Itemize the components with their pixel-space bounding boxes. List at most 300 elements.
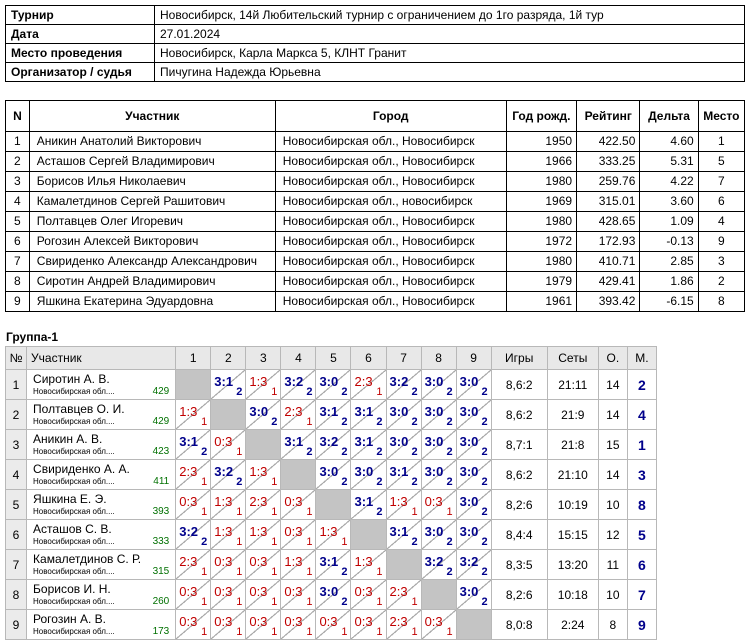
participant-rating: 422.50 bbox=[577, 132, 640, 152]
match-score: 3:0 bbox=[389, 434, 409, 449]
player-name: Яшкина Е. Э. bbox=[33, 492, 107, 506]
participant-name: Яшкина Екатерина Эдуардовна bbox=[29, 292, 275, 312]
participant-row bbox=[6, 172, 745, 192]
match-result-cell bbox=[421, 370, 456, 400]
player-name: Свириденко А. А. bbox=[33, 462, 130, 476]
match-score: 1:3 bbox=[214, 494, 233, 509]
match-result-cell bbox=[456, 430, 491, 460]
match-result-cell bbox=[386, 580, 421, 610]
participants-header: Место bbox=[698, 101, 744, 132]
participant-rating: 333.25 bbox=[577, 152, 640, 172]
games-total: 8,6:2 bbox=[491, 400, 547, 430]
self-match-cell bbox=[351, 520, 386, 550]
match-score: 0:3 bbox=[179, 494, 198, 509]
match-result-cell bbox=[211, 430, 246, 460]
match-score: 1:3 bbox=[249, 464, 268, 479]
match-result-cell bbox=[246, 490, 281, 520]
match-points: 2 bbox=[411, 446, 418, 458]
player-rating: 260 bbox=[152, 596, 170, 607]
match-result bbox=[351, 490, 385, 519]
match-points: 1 bbox=[411, 506, 418, 518]
match-result-cell bbox=[176, 520, 211, 550]
self-match-cell bbox=[211, 400, 246, 430]
row-number: 7 bbox=[6, 550, 27, 580]
match-score: 3:0 bbox=[424, 434, 444, 449]
games-total: 8,2:6 bbox=[491, 490, 547, 520]
games-total: 8,6:2 bbox=[491, 460, 547, 490]
match-points: 1 bbox=[306, 596, 313, 608]
match-result bbox=[422, 520, 456, 549]
points-total: 8 bbox=[598, 610, 627, 640]
match-points: 1 bbox=[271, 536, 278, 548]
participant-row bbox=[6, 152, 745, 172]
match-points: 1 bbox=[376, 626, 383, 638]
match-points: 2 bbox=[341, 566, 348, 578]
match-score: 3:0 bbox=[459, 434, 479, 449]
player-cell bbox=[27, 460, 176, 490]
match-score: 3:1 bbox=[389, 464, 409, 479]
participant-number: 4 bbox=[6, 192, 30, 212]
match-result bbox=[387, 400, 421, 429]
match-result-cell bbox=[456, 580, 491, 610]
match-points: 1 bbox=[271, 506, 278, 518]
match-score: 3:0 bbox=[424, 404, 444, 419]
match-result-cell bbox=[421, 550, 456, 580]
match-points: 1 bbox=[201, 566, 208, 578]
match-result-cell bbox=[386, 460, 421, 490]
match-points: 1 bbox=[236, 536, 243, 548]
player-city: Новосибирская обл.... bbox=[33, 597, 115, 606]
match-result-cell bbox=[281, 520, 316, 550]
match-result-cell bbox=[316, 370, 351, 400]
match-points: 2 bbox=[341, 476, 348, 488]
row-number: 3 bbox=[6, 430, 27, 460]
sets-total: 13:20 bbox=[547, 550, 598, 580]
info-value: Пичугина Надежда Юрьевна bbox=[155, 63, 745, 82]
match-result bbox=[246, 580, 280, 609]
match-result bbox=[176, 490, 210, 519]
participant-rating: 315.01 bbox=[577, 192, 640, 212]
match-result-cell bbox=[176, 430, 211, 460]
match-score: 3:0 bbox=[424, 524, 444, 539]
match-points: 1 bbox=[271, 596, 278, 608]
group-row bbox=[6, 610, 657, 640]
match-score: 0:3 bbox=[354, 584, 373, 599]
match-result-cell bbox=[211, 460, 246, 490]
match-result-cell bbox=[246, 580, 281, 610]
participant-birth-year: 1972 bbox=[506, 232, 576, 252]
self-match-cell bbox=[176, 370, 211, 400]
match-points: 2 bbox=[271, 416, 278, 428]
participant-name: Сиротин Андрей Владимирович bbox=[29, 272, 275, 292]
match-points: 2 bbox=[411, 536, 418, 548]
match-result-cell bbox=[176, 400, 211, 430]
match-points: 1 bbox=[306, 506, 313, 518]
participant-rating: 428.65 bbox=[577, 212, 640, 232]
match-points: 2 bbox=[306, 386, 313, 398]
games-total: 8,6:2 bbox=[491, 370, 547, 400]
match-result-cell bbox=[351, 430, 386, 460]
match-score: 0:3 bbox=[284, 584, 303, 599]
participant-birth-year: 1980 bbox=[506, 252, 576, 272]
match-score: 3:2 bbox=[214, 464, 234, 479]
match-points: 1 bbox=[306, 626, 313, 638]
match-points: 1 bbox=[201, 416, 208, 428]
player-name: Сиротин А. В. bbox=[33, 372, 110, 386]
match-result-cell bbox=[281, 370, 316, 400]
match-score: 3:2 bbox=[179, 524, 199, 539]
player-name: Аникин А. В. bbox=[33, 432, 103, 446]
col-header-opponent: 5 bbox=[316, 347, 351, 370]
match-score: 2:3 bbox=[389, 584, 408, 599]
match-result bbox=[246, 400, 280, 429]
match-points: 2 bbox=[411, 386, 418, 398]
match-points: 2 bbox=[341, 446, 348, 458]
match-result bbox=[211, 520, 245, 549]
match-score: 2:3 bbox=[389, 614, 408, 629]
participant-birth-year: 1961 bbox=[506, 292, 576, 312]
match-result bbox=[387, 580, 421, 609]
match-points: 1 bbox=[376, 596, 383, 608]
match-points: 2 bbox=[236, 386, 243, 398]
participant-number: 8 bbox=[6, 272, 30, 292]
games-total: 8,2:6 bbox=[491, 580, 547, 610]
match-score: 0:3 bbox=[284, 524, 303, 539]
participants-header: Дельта bbox=[640, 101, 698, 132]
player-city: Новосибирская обл.... bbox=[33, 537, 115, 546]
player-city: Новосибирская обл.... bbox=[33, 627, 115, 636]
participant-delta: 4.60 bbox=[640, 132, 698, 152]
match-result bbox=[457, 580, 491, 609]
participants-header: Рейтинг bbox=[577, 101, 640, 132]
col-header-place: М. bbox=[627, 347, 656, 370]
participant-rating: 259.76 bbox=[577, 172, 640, 192]
match-result bbox=[176, 400, 210, 429]
place: 5 bbox=[627, 520, 656, 550]
match-result bbox=[387, 610, 421, 639]
participant-place: 8 bbox=[698, 292, 744, 312]
col-header-opponent: 1 bbox=[176, 347, 211, 370]
match-result-cell bbox=[351, 550, 386, 580]
match-result-cell bbox=[246, 550, 281, 580]
match-result bbox=[316, 400, 350, 429]
match-result bbox=[316, 610, 350, 639]
place: 9 bbox=[627, 610, 656, 640]
match-score: 2:3 bbox=[179, 464, 198, 479]
participant-row bbox=[6, 272, 745, 292]
match-result-cell bbox=[351, 400, 386, 430]
participant-birth-year: 1980 bbox=[506, 172, 576, 192]
match-result-cell bbox=[456, 460, 491, 490]
info-value: 27.01.2024 bbox=[155, 25, 745, 44]
match-result bbox=[422, 490, 456, 519]
match-points: 2 bbox=[446, 566, 453, 578]
match-score: 3:0 bbox=[319, 584, 339, 599]
participant-place: 1 bbox=[698, 132, 744, 152]
match-score: 3:1 bbox=[354, 494, 374, 509]
participant-rating: 393.42 bbox=[577, 292, 640, 312]
match-result bbox=[176, 610, 210, 639]
match-points: 2 bbox=[446, 536, 453, 548]
match-result bbox=[351, 550, 385, 579]
match-result bbox=[281, 520, 315, 549]
match-result-cell bbox=[386, 610, 421, 640]
match-points: 2 bbox=[411, 416, 418, 428]
participant-city: Новосибирская обл., Новосибирск bbox=[275, 172, 506, 192]
match-score: 3:0 bbox=[459, 524, 479, 539]
participant-delta: 1.86 bbox=[640, 272, 698, 292]
participant-rating: 172.93 bbox=[577, 232, 640, 252]
participant-city: Новосибирская обл., Новосибирск bbox=[275, 252, 506, 272]
participant-name: Асташов Сергей Владимирович bbox=[29, 152, 275, 172]
col-header-opponent: 8 bbox=[421, 347, 456, 370]
match-points: 1 bbox=[446, 506, 453, 518]
player-name: Борисов И. Н. bbox=[33, 582, 111, 596]
match-result-cell bbox=[246, 370, 281, 400]
points-total: 10 bbox=[598, 490, 627, 520]
match-result bbox=[422, 460, 456, 489]
match-points: 1 bbox=[201, 596, 208, 608]
player-cell bbox=[27, 370, 176, 400]
participant-row bbox=[6, 252, 745, 272]
games-total: 8,3:5 bbox=[491, 550, 547, 580]
match-score: 1:3 bbox=[249, 524, 268, 539]
place: 4 bbox=[627, 400, 656, 430]
match-result-cell bbox=[176, 460, 211, 490]
match-points: 2 bbox=[201, 536, 208, 548]
match-score: 0:3 bbox=[214, 584, 233, 599]
match-score: 3:2 bbox=[319, 434, 339, 449]
match-result bbox=[422, 550, 456, 579]
match-result bbox=[422, 400, 456, 429]
match-result-cell bbox=[386, 490, 421, 520]
match-result-cell bbox=[246, 520, 281, 550]
match-points: 1 bbox=[376, 386, 383, 398]
match-result bbox=[211, 550, 245, 579]
match-result bbox=[211, 430, 245, 459]
player-cell bbox=[27, 520, 176, 550]
match-points: 1 bbox=[411, 596, 418, 608]
player-cell bbox=[27, 550, 176, 580]
group-row bbox=[6, 400, 657, 430]
match-result bbox=[281, 610, 315, 639]
match-points: 2 bbox=[376, 506, 383, 518]
match-points: 2 bbox=[481, 566, 488, 578]
participant-city: Новосибирская обл., Новосибирск bbox=[275, 272, 506, 292]
participant-number: 7 bbox=[6, 252, 30, 272]
row-number: 6 bbox=[6, 520, 27, 550]
match-points: 1 bbox=[201, 506, 208, 518]
group-row bbox=[6, 520, 657, 550]
match-points: 1 bbox=[376, 566, 383, 578]
player-cell bbox=[27, 400, 176, 430]
player-rating: 333 bbox=[152, 536, 170, 547]
match-points: 1 bbox=[341, 536, 348, 548]
match-result-cell bbox=[351, 490, 386, 520]
row-number: 8 bbox=[6, 580, 27, 610]
match-result-cell bbox=[456, 370, 491, 400]
participants-header: N bbox=[6, 101, 30, 132]
match-result-cell bbox=[211, 580, 246, 610]
match-score: 3:0 bbox=[319, 374, 339, 389]
match-score: 2:3 bbox=[179, 554, 198, 569]
match-result bbox=[351, 580, 385, 609]
info-row bbox=[6, 44, 745, 63]
match-result bbox=[457, 460, 491, 489]
participant-number: 6 bbox=[6, 232, 30, 252]
match-result-cell bbox=[386, 400, 421, 430]
match-score: 3:1 bbox=[319, 554, 339, 569]
match-points: 1 bbox=[271, 476, 278, 488]
match-score: 3:2 bbox=[284, 374, 304, 389]
match-result bbox=[281, 490, 315, 519]
match-score: 3:0 bbox=[459, 374, 479, 389]
match-score: 3:1 bbox=[354, 404, 374, 419]
match-result bbox=[316, 520, 350, 549]
self-match-cell bbox=[246, 430, 281, 460]
participant-city: Новосибирская обл., Новосибирск bbox=[275, 232, 506, 252]
match-result-cell bbox=[456, 520, 491, 550]
match-score: 3:1 bbox=[284, 434, 304, 449]
match-points: 2 bbox=[481, 386, 488, 398]
player-cell bbox=[27, 430, 176, 460]
group-row bbox=[6, 490, 657, 520]
match-score: 2:3 bbox=[249, 494, 268, 509]
match-points: 1 bbox=[236, 596, 243, 608]
points-total: 10 bbox=[598, 580, 627, 610]
match-points: 2 bbox=[481, 506, 488, 518]
match-result bbox=[316, 370, 350, 399]
match-score: 2:3 bbox=[354, 374, 373, 389]
col-header-games: Игры bbox=[491, 347, 547, 370]
row-number: 9 bbox=[6, 610, 27, 640]
participant-place: 7 bbox=[698, 172, 744, 192]
points-total: 14 bbox=[598, 460, 627, 490]
match-points: 1 bbox=[306, 536, 313, 548]
participant-place: 4 bbox=[698, 212, 744, 232]
match-points: 2 bbox=[446, 386, 453, 398]
participant-birth-year: 1979 bbox=[506, 272, 576, 292]
match-points: 1 bbox=[411, 626, 418, 638]
participant-row bbox=[6, 132, 745, 152]
row-number: 4 bbox=[6, 460, 27, 490]
match-result bbox=[351, 610, 385, 639]
match-result-cell bbox=[456, 400, 491, 430]
match-result-cell bbox=[351, 610, 386, 640]
match-points: 2 bbox=[201, 446, 208, 458]
match-points: 2 bbox=[376, 416, 383, 428]
match-points: 1 bbox=[201, 626, 208, 638]
match-result bbox=[281, 550, 315, 579]
match-result bbox=[387, 460, 421, 489]
col-header-sets: Сеты bbox=[547, 347, 598, 370]
place: 8 bbox=[627, 490, 656, 520]
player-cell bbox=[27, 610, 176, 640]
col-header-num: № bbox=[6, 347, 27, 370]
match-result bbox=[422, 370, 456, 399]
match-score: 0:3 bbox=[179, 584, 198, 599]
match-result bbox=[316, 550, 350, 579]
group-row bbox=[6, 580, 657, 610]
sets-total: 21:10 bbox=[547, 460, 598, 490]
participant-row bbox=[6, 292, 745, 312]
match-points: 2 bbox=[376, 446, 383, 458]
match-result-cell bbox=[421, 430, 456, 460]
player-name: Асташов С. В. bbox=[33, 522, 112, 536]
participant-row bbox=[6, 232, 745, 252]
match-score: 3:0 bbox=[249, 404, 269, 419]
info-row bbox=[6, 6, 745, 25]
match-result bbox=[316, 460, 350, 489]
match-result bbox=[176, 550, 210, 579]
participant-delta: -0.13 bbox=[640, 232, 698, 252]
match-result bbox=[176, 520, 210, 549]
group-title: Группа-1 bbox=[6, 330, 59, 344]
player-name: Полтавцев О. И. bbox=[33, 402, 125, 416]
participant-number: 3 bbox=[6, 172, 30, 192]
col-header-player: Участник bbox=[27, 347, 176, 370]
match-result bbox=[211, 580, 245, 609]
match-points: 2 bbox=[306, 446, 313, 458]
participant-delta: -6.15 bbox=[640, 292, 698, 312]
match-result-cell bbox=[281, 610, 316, 640]
player-cell bbox=[27, 580, 176, 610]
tournament-info-table bbox=[5, 5, 745, 82]
points-total: 12 bbox=[598, 520, 627, 550]
match-score: 3:1 bbox=[179, 434, 199, 449]
player-city: Новосибирская обл.... bbox=[33, 447, 115, 456]
sets-total: 21:11 bbox=[547, 370, 598, 400]
match-result bbox=[246, 490, 280, 519]
match-points: 2 bbox=[481, 596, 488, 608]
match-result-cell bbox=[211, 520, 246, 550]
points-total: 14 bbox=[598, 400, 627, 430]
match-points: 1 bbox=[236, 446, 243, 458]
match-result-cell bbox=[316, 400, 351, 430]
match-result bbox=[457, 370, 491, 399]
match-result-cell bbox=[211, 490, 246, 520]
match-points: 1 bbox=[306, 566, 313, 578]
participant-number: 1 bbox=[6, 132, 30, 152]
participant-number: 2 bbox=[6, 152, 30, 172]
match-result-cell bbox=[316, 520, 351, 550]
match-points: 2 bbox=[446, 446, 453, 458]
match-points: 2 bbox=[376, 476, 383, 488]
player-name: Рогозин А. В. bbox=[33, 612, 107, 626]
col-header-opponent: 9 bbox=[456, 347, 491, 370]
participant-birth-year: 1966 bbox=[506, 152, 576, 172]
match-result bbox=[281, 430, 315, 459]
match-points: 2 bbox=[411, 476, 418, 488]
games-total: 8,0:8 bbox=[491, 610, 547, 640]
match-points: 2 bbox=[481, 476, 488, 488]
place: 7 bbox=[627, 580, 656, 610]
match-score: 3:0 bbox=[424, 464, 444, 479]
match-result-cell bbox=[421, 400, 456, 430]
match-score: 3:2 bbox=[389, 374, 409, 389]
match-points: 2 bbox=[341, 416, 348, 428]
self-match-cell bbox=[281, 460, 316, 490]
match-score: 0:3 bbox=[214, 434, 233, 449]
match-score: 0:3 bbox=[249, 584, 268, 599]
match-result-cell bbox=[176, 580, 211, 610]
match-points: 2 bbox=[341, 596, 348, 608]
match-score: 1:3 bbox=[179, 404, 198, 419]
match-result bbox=[387, 490, 421, 519]
participant-name: Борисов Илья Николаевич bbox=[29, 172, 275, 192]
match-score: 1:3 bbox=[319, 524, 338, 539]
player-city: Новосибирская обл.... bbox=[33, 477, 115, 486]
